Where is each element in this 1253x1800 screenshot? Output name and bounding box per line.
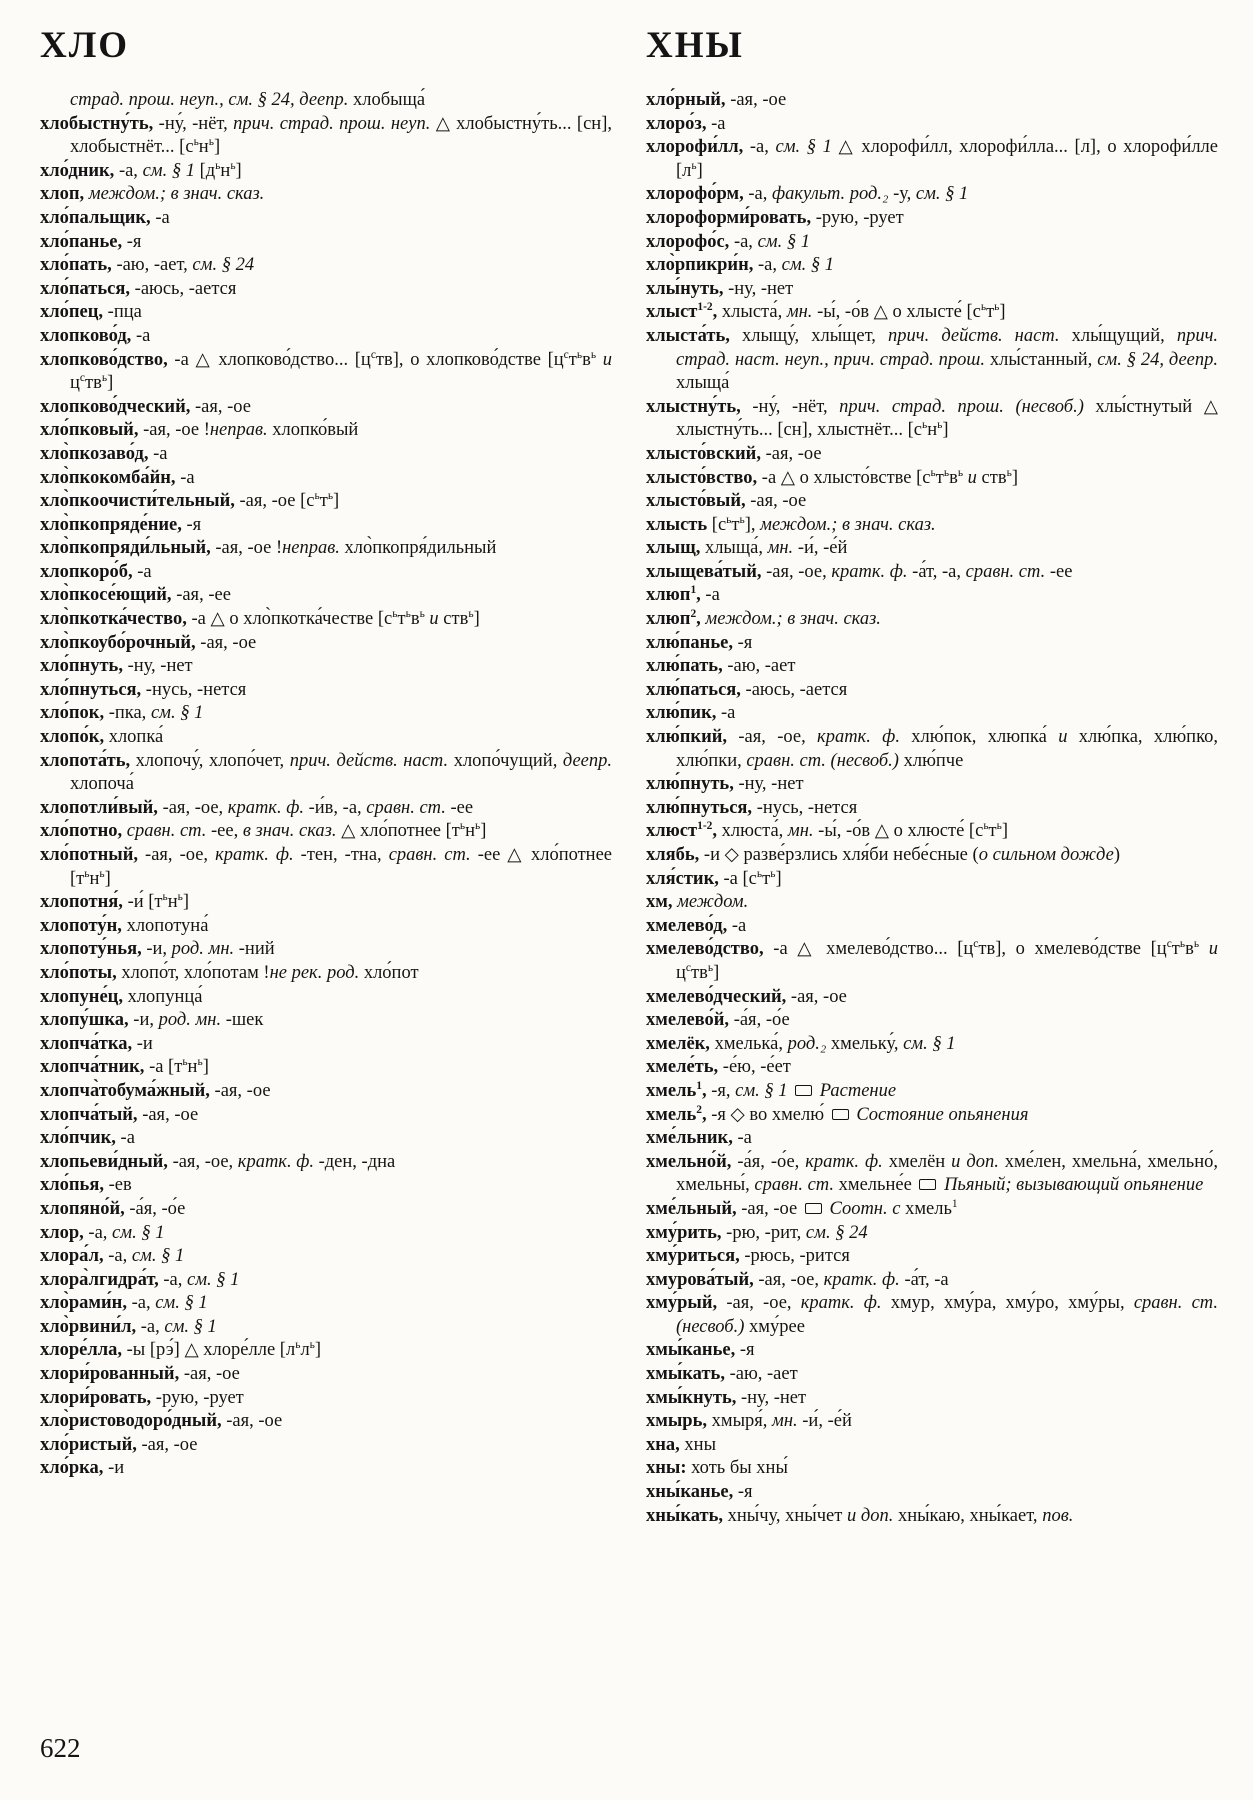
dictionary-entry: хлопьеви́дный, -ая, -ое, кратк. ф. -ден, -дна [40, 1151, 396, 1172]
dictionary-entry: хлопкоро́б, -а [40, 561, 152, 582]
dictionary-entry: хлор, -а, см. § 1 [40, 1222, 165, 1243]
dictionary-entry: хлысто́вый, -ая, -ое [646, 491, 807, 512]
guide-word-left: ХЛО [40, 25, 130, 66]
dictionary-entry: хлябь, -и ◇ разве́рзлись хля́би небе́сные (о сильном дожде) [646, 845, 1120, 865]
dictionary-entry: хлорофо́рм, -а, факульт. род.₂ -у, см. § 1 [646, 184, 969, 205]
dictionary-entry: хлю́пнуться, -нусь, -нется [646, 797, 858, 818]
dictionary-entry: хлысто́вский, -ая, -ое [646, 443, 822, 464]
dictionary-entry: хло́поты, хлопо́т, хло́потам !не рек. род. хло́пот [40, 962, 419, 983]
dictionary-entry: хлоро́з, -а [646, 113, 726, 134]
dictionary-entry: хлыстну́ть, -ну́, -нёт, прич. страд. прош. (несвоб.) хлы́стнутый △ хлыстну́ть... [сн], хлыстнёт... $[с^ьн^ь]$ [646, 396, 1218, 441]
dictionary-entry: хло́паться, -аюсь, -ается [40, 278, 237, 299]
dictionary-entry: хло̀пкотка́чество, -а △ о хло̀пкотка́честве [$с^ьт^ьв^ь$ и ств$^ь$] [40, 607, 480, 630]
dictionary-entry: хло̀рами́н, -а, см. § 1 [40, 1293, 208, 1314]
dictionary-entry: хлора́л, -а, см. § 1 [40, 1246, 185, 1267]
dictionary-entry: хлопяно́й, -а́я, -о́е [40, 1198, 186, 1219]
dictionary-entry: хмы́канье, -я [646, 1340, 755, 1361]
dictionary-entry: хло́пковый, -ая, -ое !неправ. хлопко́вый [40, 420, 359, 441]
dictionary-entry: хло̀пкоубо́рочный, -ая, -ое [40, 632, 257, 653]
dictionary-entry: хлори́рованный, -ая, -ое [40, 1364, 240, 1385]
dictionary-entry: хмеле́ть, -е́ю, -е́ет [646, 1057, 791, 1078]
dictionary-entry: хлопотня́, -и́ $[т^ьн^ь]$ [40, 891, 190, 913]
dictionary-entry: хмелево́дство, -а △ хмелево́дство... $[ц^ств]$, о хмелево́дстве [$ц^ст^ьв^ь$ и $ц^ств^ь$] [646, 938, 1219, 983]
dictionary-entry: хлыщева́тый, -ая, -ое, кратк. ф. -а́т, -а, сравн. ст. -ее [646, 561, 1073, 582]
dictionary-entry: хны́канье, -я [646, 1482, 753, 1503]
dictionary-entry: хлысть $[с^ьт^ь]$, междом.; в знач. сказ. [646, 513, 936, 535]
dictionary-entry: хмелево́д, -а [646, 915, 747, 936]
dictionary-entry: хлоп, междом.; в знач. сказ. [40, 184, 265, 205]
rectangle-icon [919, 1179, 936, 1190]
dictionary-entry: хлю́панье, -я [646, 632, 753, 653]
dictionary-entry: хлорофо́с, -а, см. § 1 [646, 231, 810, 252]
dictionary-entry: хлопково́дческий, -ая, -ое [40, 396, 251, 417]
dictionary-entry: хны: хоть бы хны́ [646, 1458, 788, 1479]
dictionary-entry: хна, хны [646, 1434, 717, 1455]
dictionary-entry: хлю́пик, -а [646, 703, 736, 724]
right-column [646, 24, 1218, 1528]
dictionary-entry: хлопоту́н, хлопотуна́ [40, 915, 209, 936]
dictionary-entry: хмырь, хмыря́, мн. -и́, -е́й [646, 1411, 852, 1432]
dictionary-entry: хме́льник, -а [646, 1128, 752, 1149]
dictionary-entry: хлыст$^{1-2}$, хлыста́, мн. -ы́, -о́в △ о хлысте́ $[с^ьт^ь]$ [646, 301, 1006, 323]
dictionary-entry: хло́ристый, -ая, -ое [40, 1434, 198, 1455]
dictionary-entry: хлысто́вство, -а △ о хлысто́встве [$с^ьт^ьв^ь$ и ств$^ь$] [646, 466, 1018, 488]
dictionary-entry: хму́рить, -рю, -рит, см. § 24 [646, 1222, 868, 1243]
rectangle-icon [795, 1085, 812, 1096]
dictionary-entry: хмель$^1$, -я, см. § 1 Растение [646, 1079, 897, 1101]
dictionary-entry: хло́пнуться, -нусь, -нется [40, 679, 247, 700]
guide-word-right: ХНЫ [646, 25, 744, 66]
dictionary-entry: хлю́пать, -аю, -ает [646, 656, 796, 677]
rectangle-icon [805, 1203, 822, 1214]
dictionary-entry: хло̀пкокомба́йн, -а [40, 467, 195, 488]
dictionary-entry: хлю́паться, -аюсь, -ается [646, 679, 848, 700]
dictionary-entry: хлю́пнуть, -ну, -нет [646, 774, 804, 795]
dictionary-entry: хлюп$^2$, междом.; в знач. сказ. [646, 607, 881, 630]
dictionary-entry: хлопотли́вый, -ая, -ое, кратк. ф. -и́в, -а, сравн. ст. -ее [40, 797, 474, 818]
dictionary-entry: хлопота́ть, хлопочу́, хлопо́чет, прич. действ. наст. хлопо́чущий, деепр. хлопоча́ [40, 750, 613, 795]
dictionary-entry: хмелёк, хмелька́, род.₂ хмельку́, см. § 1 [646, 1033, 956, 1054]
dictionary-entry: хлора̀лгидра́т, -а, см. § 1 [40, 1269, 240, 1290]
dictionary-entry: хло́пнуть, -ну, -нет [40, 656, 193, 677]
dictionary-entry: хло́пок, -пка, см. § 1 [40, 703, 204, 724]
dictionary-entry: хлори́ровать, -рую, -рует [40, 1387, 244, 1408]
dictionary-entry: хлопо́к, хлопка́ [40, 727, 164, 748]
dictionary-entry: хля́стик, -а $[с^ьт^ь]$ [646, 867, 782, 889]
dictionary-entry: хлюст$^{1-2}$, хлюста́, мн. -ы́, -о́в △ о хлюсте́ $[с^ьт^ь]$ [646, 820, 1009, 842]
dictionary-entry: хло́потно, сравн. ст. -ее, в знач. сказ. △ хло́потнее $[т^ьн^ь]$ [40, 820, 487, 842]
dictionary-entry: хлопково́д, -а [40, 325, 151, 346]
dictionary-entry: хлю́пкий, -ая, -ое, кратк. ф. хлю́пок, хлюпка́ и хлю́пка, хлю́пко, хлю́пки, сравн. ст. (несвоб.) хлю́пче [646, 727, 1218, 771]
page-number: 622 [40, 1733, 81, 1763]
left-entries [40, 89, 612, 1481]
dictionary-entry: хме́льный, -ая, -ое Соотн. с хмель$^1$ [646, 1197, 958, 1219]
dictionary-entry: хлорофи́лл, -а, см. § 1 △ хлорофи́лл, хлорофи́лла... [л], о хлорофи́лле $[л^ь]$ [646, 137, 1218, 181]
dictionary-entry: хло̀ристоводоро́дный, -ая, -ое [40, 1411, 283, 1432]
dictionary-entry: хло̀пкозаво́д, -а [40, 443, 168, 464]
left-column [40, 24, 612, 1528]
dictionary-entry: хло́панье, -я [40, 231, 142, 252]
dictionary-entry: хлыщ, хлыща́, мн. -и́, -е́й [646, 538, 848, 559]
dictionary-entry: хло́пальщик, -а [40, 207, 170, 228]
dictionary-entry: хны́кать, хны́чу, хны́чет и доп. хны́каю, хны́кает, пов. [646, 1505, 1074, 1526]
dictionary-entry: хло̀рвини́л, -а, см. § 1 [40, 1316, 217, 1337]
dictionary-entry: хлобыстну́ть, -ну́, -нёт, прич. страд. прош. неуп. △ хлобыстну́ть... [сн], хлобыстнёт... $[с^ьн^ь]$ [40, 113, 612, 158]
dictionary-entry: хлопково́дство, -а △ хлопково́дство... $[ц^ств]$, о хлопково́дстве [$ц^ст^ьв^ь$ и $ц^ств^ь$] [40, 348, 612, 394]
dictionary-entry: хло̀рпикри́н, -а, см. § 1 [646, 255, 835, 276]
dictionary-entry: хмы́кать, -аю, -ает [646, 1364, 798, 1385]
dictionary-entry: хмелево́й, -а́я, -о́е [646, 1010, 790, 1031]
dictionary-entry: хму́рый, -ая, -ое, кратк. ф. хмур, хму́ра, хму́ро, хму́ры, сравн. ст. (несвоб.) хму́рее [646, 1293, 1218, 1337]
dictionary-entry: хлы́нуть, -ну, -нет [646, 278, 794, 299]
dictionary-entry: хлопча́тка, -и [40, 1033, 153, 1054]
dictionary-entry: хлопча́тый, -ая, -ое [40, 1104, 199, 1125]
dictionary-entry: хлыста́ть, хлыщу́, хлы́щет, прич. действ. наст. хлы́щущий, прич. страд. наст. неуп., прич. страд. прош. хлы́станный, см. § 24, деепр. хлыща́ [646, 325, 1219, 394]
dictionary-entry: хлопоту́нья, -и, род. мн. -ний [40, 939, 275, 960]
dictionary-entry: хло̀пкосе́ющий, -ая, -ее [40, 585, 231, 606]
dictionary-entry: хму́риться, -рюсь, -рится [646, 1246, 850, 1267]
dictionary-entry: хм, междом. [646, 892, 749, 913]
dictionary-entry: хло́пец, -пца [40, 302, 142, 323]
dictionary-entry: хло́пья, -ев [40, 1175, 132, 1196]
dictionary-entry: хмель$^2$, -я ◇ во хмелю́ Состояние опьянения [646, 1103, 1029, 1125]
dictionary-entry: хмурова́тый, -ая, -ое, кратк. ф. -а́т, -а [646, 1269, 949, 1290]
dictionary-entry: хло̀пкоочисти́тельный, -ая, -ое $[с^ьт^ь]$ [40, 489, 340, 512]
dictionary-entry: хло́потный, -ая, -ое, кратк. ф. -тен, -тна, сравн. ст. -ее △ хло́потнее $[т^ьн^ь]$ [40, 845, 613, 889]
dictionary-entry: хло́пать, -аю, -ает, см. § 24 [40, 255, 255, 276]
dictionary-entry: хло̀пкопряде́ние, -я [40, 514, 202, 535]
dictionary-entry: хлопча́тник, -а $[т^ьн^ь]$ [40, 1056, 209, 1078]
dictionary-entry: хлопу́шка, -и, род. мн. -шек [40, 1010, 264, 1031]
dictionary-entry: хло́рка, -и [40, 1458, 125, 1479]
dictionary-entry: хлопуне́ц, хлопунца́ [40, 986, 203, 1007]
dictionary-entry: хлоре́лла, -ы [рэ́] △ хлоре́лле $[л^ьл^ь]$ [40, 1339, 322, 1361]
dictionary-entry: страд. прош. неуп., см. § 24, деепр. хлобыща́ [70, 90, 426, 110]
dictionary-entry: хмельно́й, -а́я, -о́е, кратк. ф. хмелён и доп. хме́лен, хмельна́, хмельно́, хмельны́, сравн. ст. хмельне́е Пьяный; вызывающий опьянение [646, 1151, 1219, 1196]
dictionary-entry: хлопча̀тобума́жный, -ая, -ое [40, 1080, 271, 1101]
dictionary-entry: хмелево́дческий, -ая, -ое [646, 986, 847, 1007]
right-entries [646, 89, 1218, 1528]
dictionary-entry: хмы́кнуть, -ну, -нет [646, 1387, 807, 1408]
dictionary-entry: хло̀пкопряди́льный, -ая, -ое !неправ. хло̀пкопря́дильный [40, 538, 497, 559]
dictionary-entry: хлороформи́ровать, -рую, -рует [646, 207, 904, 228]
rectangle-icon [832, 1109, 849, 1120]
dictionary-entry: хло́пчик, -а [40, 1128, 135, 1149]
dictionary-entry: хлюп$^1$, -а [646, 584, 720, 606]
dictionary-entry: хло́рный, -ая, -ое [646, 90, 787, 110]
dictionary-entry: хло́дник, -а, см. § 1 $[д^ьн^ь]$ [40, 159, 242, 181]
